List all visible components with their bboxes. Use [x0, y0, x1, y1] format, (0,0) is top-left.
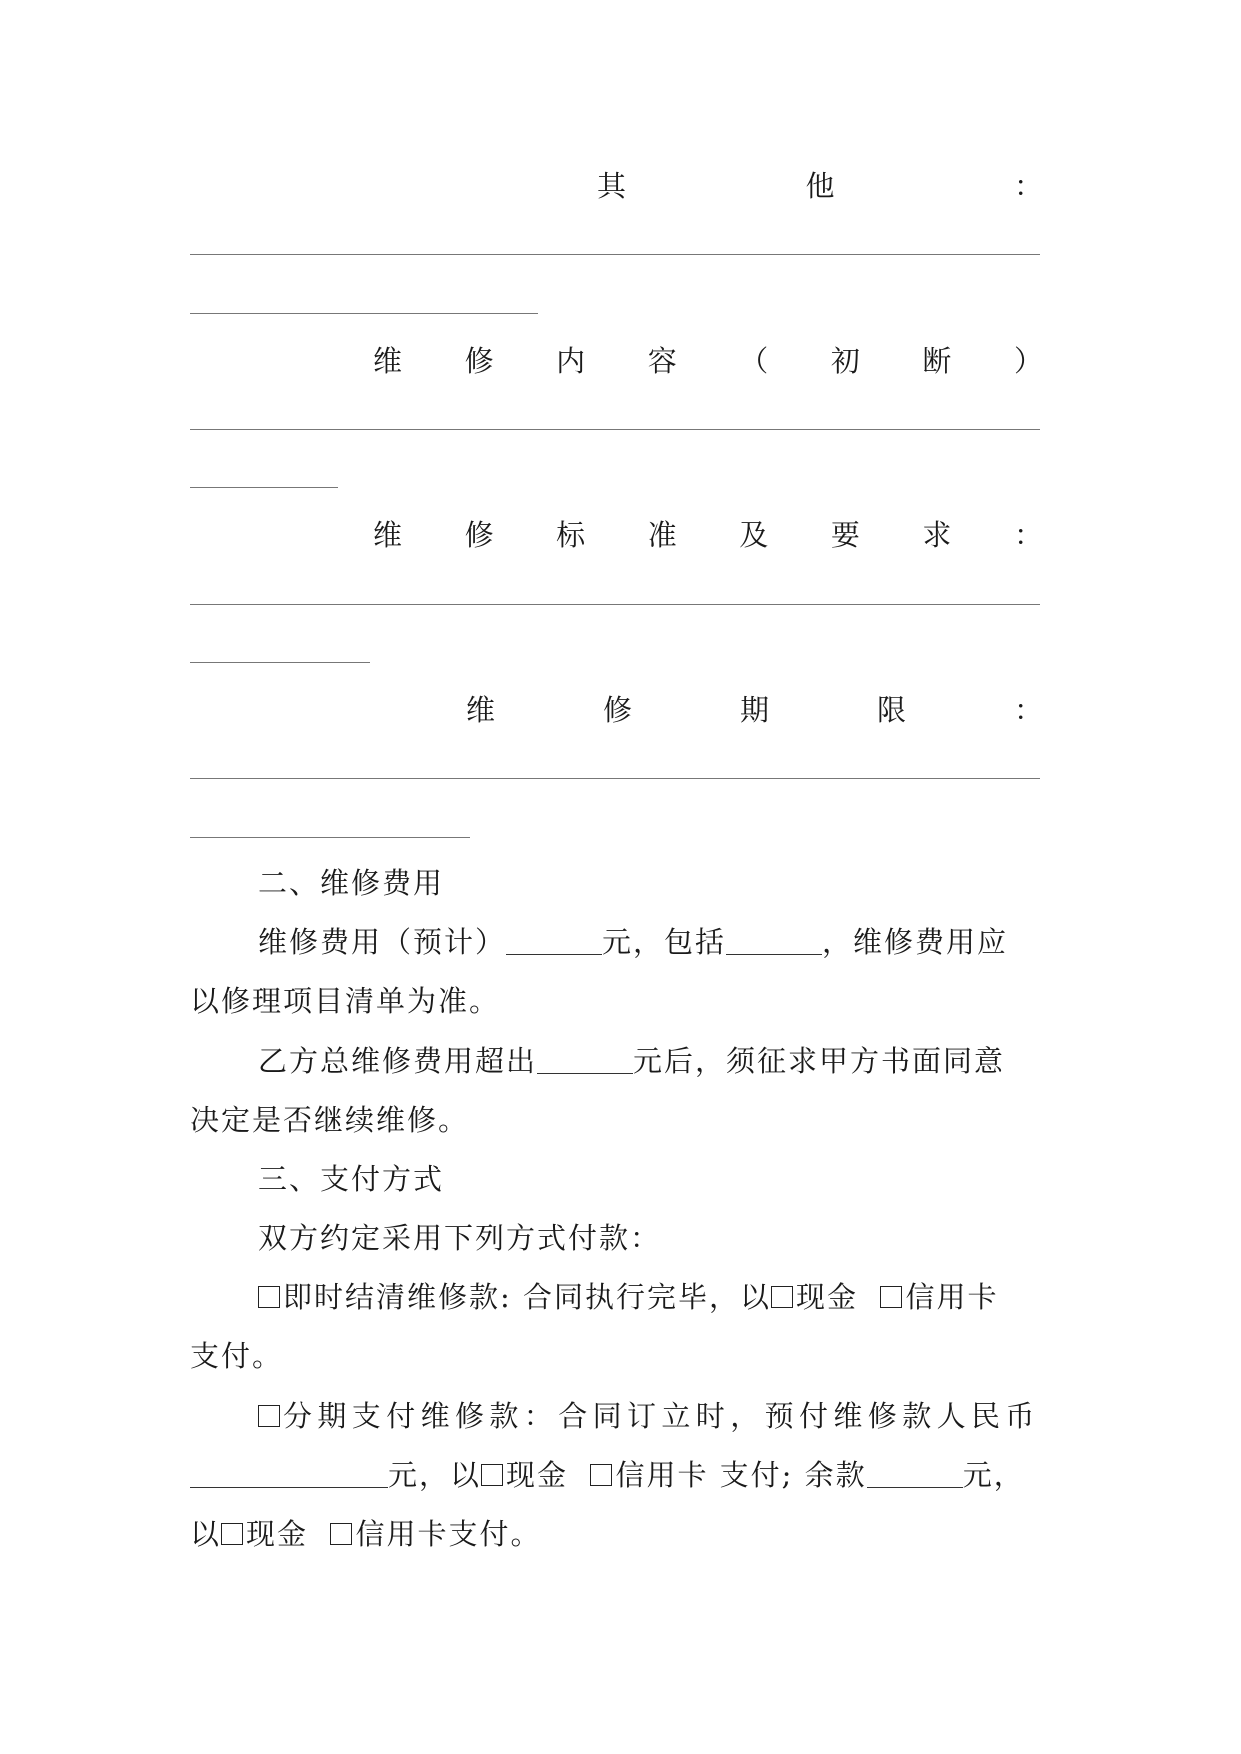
paragraph: [190, 1041, 1118, 1081]
checkbox-installment[interactable]: [258, 1405, 280, 1427]
fill-line: [190, 254, 1040, 255]
blank-balance-amount: [867, 1459, 963, 1488]
checkbox-credit-card[interactable]: [330, 1523, 352, 1545]
text: 即时结清维修款: 合同执行完毕，以: [283, 1280, 771, 1314]
blank-amount: [506, 926, 602, 955]
label-char: 内: [556, 344, 586, 378]
paragraph-continuation: [190, 981, 1050, 1021]
checkbox-immediate[interactable]: [258, 1286, 280, 1308]
text: 以修理项目清单为准。: [190, 984, 501, 1018]
text: 现金: [796, 1280, 859, 1314]
label-char: 维: [373, 518, 403, 552]
text: 以: [190, 1517, 222, 1551]
paragraph-continuation: [190, 1455, 1050, 1495]
label-char: 初: [830, 344, 860, 378]
label-char: ：: [1013, 169, 1043, 203]
checkbox-cash[interactable]: [771, 1286, 793, 1308]
text: 决定是否继续维修。: [190, 1103, 470, 1137]
section-heading: [190, 1159, 1118, 1199]
label-char: 及: [739, 518, 769, 552]
label-char: 修: [602, 693, 632, 727]
payment-option-immediate: [190, 1277, 1118, 1317]
checkbox-credit-card[interactable]: [880, 1286, 902, 1308]
text: 信用卡: [905, 1280, 999, 1314]
field-standard-label: [373, 515, 1043, 555]
label-char: 准: [647, 518, 677, 552]
heading-text: 二、维修费用: [258, 866, 445, 900]
text: 乙方总维修费用超出: [258, 1044, 538, 1078]
label-char: 维: [373, 344, 403, 378]
label-char: 期: [739, 693, 769, 727]
label-char: 要: [830, 518, 860, 552]
paragraph-continuation: [190, 1100, 1050, 1140]
label-char: 修: [464, 344, 494, 378]
text: 现金: [246, 1517, 309, 1551]
label-char: 他: [805, 169, 835, 203]
label-char: 求: [922, 518, 952, 552]
field-content-label: [373, 341, 1043, 381]
fill-line: [190, 662, 370, 663]
section-heading: [190, 863, 1118, 903]
text: 现金: [506, 1458, 569, 1492]
text: 双方约定采用下列方式付款：: [258, 1221, 662, 1255]
paragraph: [190, 922, 1118, 962]
label-char: ：: [1013, 693, 1043, 727]
checkbox-cash[interactable]: [221, 1523, 243, 1545]
text: 元，包括: [602, 925, 727, 959]
label-char: 标: [556, 518, 586, 552]
label-char: 维: [466, 693, 496, 727]
heading-text: 三、支付方式: [258, 1162, 445, 1196]
fill-line: [190, 487, 338, 488]
label-char: 断: [922, 344, 952, 378]
fill-line: [190, 604, 1040, 605]
label-char: 限: [876, 693, 906, 727]
field-period-label: [466, 690, 1043, 730]
fill-line: [190, 837, 470, 838]
label-char: 容: [647, 344, 677, 378]
text: ，维修费用应: [822, 925, 1009, 959]
fill-line: [190, 313, 538, 314]
checkbox-credit-card[interactable]: [590, 1464, 612, 1486]
label-char: （: [739, 344, 769, 378]
fill-line: [190, 778, 1040, 779]
label-char: 修: [464, 518, 494, 552]
blank-prepay-amount: [190, 1459, 388, 1488]
label-char: ）: [1013, 344, 1043, 378]
text: 维修费用（预计）: [258, 925, 507, 959]
blank-includes: [726, 926, 822, 955]
text: 信用卡支付。: [355, 1517, 542, 1551]
checkbox-cash[interactable]: [481, 1464, 503, 1486]
fill-line: [190, 429, 1040, 430]
text: 元，: [962, 1458, 1025, 1492]
label-char: 其: [597, 169, 627, 203]
paragraph-continuation: [190, 1514, 1050, 1554]
paragraph-continuation: [190, 1336, 1050, 1376]
text: 元，以: [388, 1458, 482, 1492]
label-char: ：: [1013, 518, 1043, 552]
payment-option-installment: [190, 1396, 1118, 1436]
blank-amount: [537, 1045, 633, 1074]
text: 支付。: [190, 1339, 284, 1373]
paragraph: [190, 1218, 1118, 1258]
text: 元后，须征求甲方书面同意: [633, 1044, 1006, 1078]
text: 分期支付维修款：合同订立时，预付维修款人民币: [283, 1399, 1040, 1433]
text: 信用卡 支付; 余款: [615, 1458, 867, 1492]
field-other-label: [597, 166, 1043, 206]
